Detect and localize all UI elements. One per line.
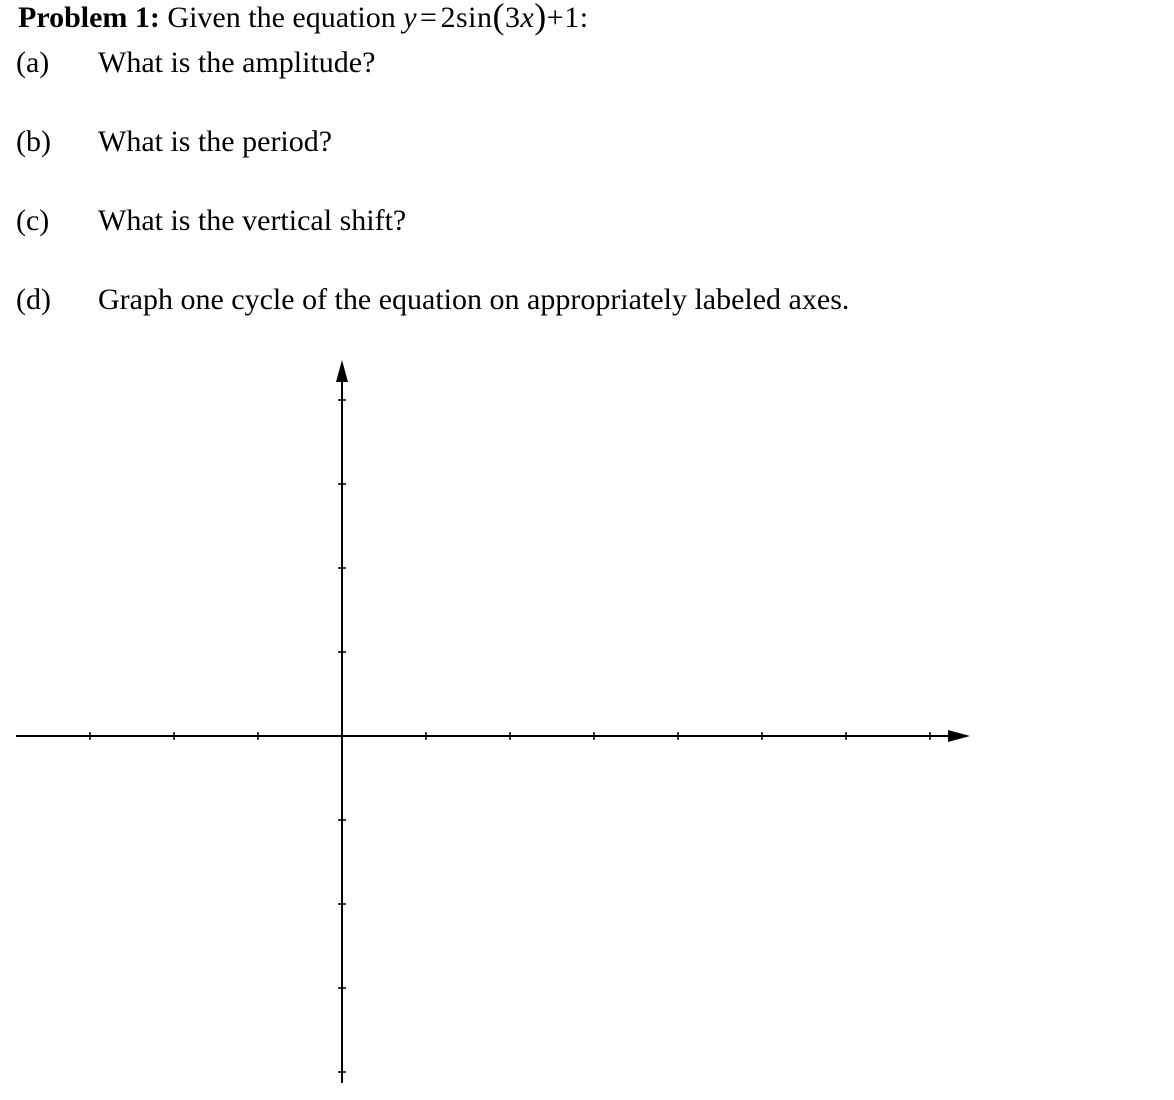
x-axis-arrowhead [948, 730, 970, 742]
question-text: What is the amplitude? [98, 46, 376, 79]
equation-sin: sin [455, 1, 493, 34]
question-letter: (c) [16, 204, 50, 237]
equation-y: y [403, 1, 418, 34]
equation-arg-coefficient: 3 [504, 1, 521, 34]
equation-open-paren: ( [492, 0, 505, 36]
question-letter: (b) [16, 125, 51, 158]
equation-equals: = [420, 1, 438, 34]
equation-x: x [520, 1, 535, 34]
question-letter: (d) [16, 283, 51, 316]
question-text: What is the vertical shift? [98, 204, 407, 237]
equation-tail: +1: [546, 1, 589, 34]
y-axis-arrowhead [336, 360, 348, 382]
problem-intro: Given the equation [167, 1, 396, 34]
equation-coefficient: 2 [440, 1, 456, 34]
equation-close-paren: ) [534, 0, 547, 36]
question-text: What is the period? [98, 125, 333, 158]
problem-label: Problem 1: [18, 1, 160, 34]
question-text: Graph one cycle of the equation on appropriately labeled axes. [98, 283, 850, 316]
question-letter: (a) [16, 46, 50, 79]
